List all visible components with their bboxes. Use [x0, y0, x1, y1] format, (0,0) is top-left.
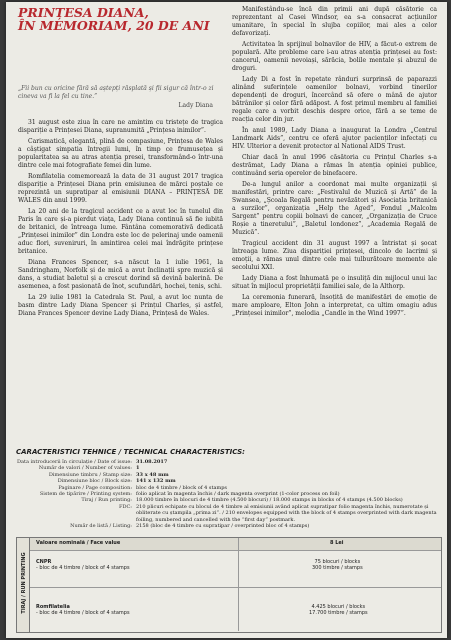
tech-label: Data introducerii în circulație / Date of issue: [17, 459, 132, 465]
run-printing-table [16, 537, 442, 633]
tech-value: 141 x 132 mm [136, 478, 176, 485]
tech-value: folio aplicat în magenta închis / dark magenta overprint (1-color process on foil) [136, 491, 340, 498]
tech-label: Sistem de tipărire / Printing system: [39, 491, 132, 498]
row-name: Romfilatelia [36, 604, 70, 610]
tech-label: Dimensiune timbru / Stamp size: [48, 471, 132, 478]
tech-label: Dimensiune bloc / Block size: [57, 478, 132, 485]
paragraph: Carismatică, elegantă, plină de compasiune, Prințesa de Wales a câștigat simpatia întregii lumi, în timp ce frumusețea și popularitatea sa au atras atenția presei, transformând-o într-una dintre cele mai fotografiate femei din lume. [18, 138, 223, 169]
tech-title: CARACTERISTICI TEHNICE / TECHNICAL CHARACTERISTICS: [16, 448, 245, 456]
row-value-blocks: 75 blocuri / blocks [314, 559, 361, 565]
paragraph: Lady Di a fost în repetate rânduri surprinsă de paparazzi alinând suferințele oamenilor bolnavi, vorbind tinerilor dependenți de droguri, încercând să ofere o mână de ajutor bătrânilor și celor fără adăpost. A fost primul membru al familiei regale care a vorbit deschis despre orice, fără a se teme de reacția celor din jur. [232, 76, 437, 123]
run-printing-side-label [17, 538, 30, 632]
tech-label: Tiraj / Run printing: [81, 497, 132, 504]
right-column [232, 6, 437, 321]
paragraph: Chiar dacă în anul 1996 căsătoria cu Prințul Charles s-a destrămat, Lady Diana a rămas în atenția opiniei publice, continuând seria operelor de binefacere. [232, 154, 437, 177]
paragraph: Diana Frances Spencer, s-a născut la 1 iulie 1961, la Sandringham, Norfolk și de mică a avut înclinații spre muzică și dans, a studiat baletul și a crescut dorind să devină balerină. De asemenea, a fost pasionată de înot, scufundări, hochei, tenis, schi. [18, 259, 223, 290]
stamp-leaflet-page [6, 2, 447, 638]
page-title: PRINȚESA DIANA, ÎN MEMORIAM, 20 DE ANI [18, 5, 210, 33]
row-label [36, 559, 130, 571]
table-row [30, 551, 441, 588]
tech-label: Paginare / Page composition: [58, 484, 132, 491]
paragraph: La ceremonia funerară, însoțită de manifestări de emoție de mare amploare, Elton John a interpretat, ca ultim omagiu adus „Prințesei inimilor”, melodia „Candle in the Wind 1997”. [232, 294, 437, 317]
tech-value: 31.08.2017 [136, 459, 168, 465]
column-divider [238, 551, 239, 587]
row-name: CNPR [36, 559, 52, 565]
paragraph: Activitatea în sprijinul bolnavilor de HIV, a făcut-o extrem de populară. Alte probleme care i-au atras atenția prințesei au fost: cancerul, oamenii nevoiași, sărăcia, bolile mentale și abuzul de droguri. [232, 41, 437, 72]
left-column [18, 6, 223, 321]
row-label [36, 604, 130, 616]
row-value-blocks: 4.425 blocuri / blocks [311, 604, 366, 610]
table-row [30, 588, 441, 631]
paragraph: Tragicul accident din 31 august 1997 a întristat și șocat întreaga lume. Ziua dispariției prințesei, dincolo de lacrimi și emoții, a rămas unul dintre cele mai tulburătoare momente ale secolului XXI. [232, 240, 437, 271]
row-value-stamps: 17.700 timbre / stamps [309, 610, 368, 616]
paragraph: Romfilatelia comemorează la data de 31 august 2017 tragica dispariție a Prințesei Diana prin emisiunea de mărci poștale ce reprezintă un supratipar al emisiunii DIANA – PRINȚESĂ DE WALES din anul 1999. [18, 173, 223, 204]
tech-row [14, 523, 439, 529]
header-face-value: Valoare nominală / Face value [36, 540, 121, 546]
header-value: 8 Lei [330, 540, 344, 546]
paragraph: La 29 iulie 1981 la Catedrala St. Paul, a avut loc nunta de basm dintre Lady Diana Spencer și Prințul Charles, și astfel, Diana Frances Spencer devine Lady Diana, Prințesă de Wales. [18, 294, 223, 317]
technical-characteristics [14, 448, 439, 529]
tech-value: bloc de 4 timbre / block of 4 stamps [136, 484, 227, 491]
paragraph: De-a lungul anilor a coordonat mai multe organizații și manifestări, printre care: „Festivalul de Muzică și Artă” de la Swansea, „Școala Regală pentru nevăzători și Asociația britanică a surzilor”, organizația „Help the Aged”, Fondul „Malcolm Sargent” pentru copiii bolnavi de cancer, „Organizația de Cruce Roșie a tineretului”, „Baletul londonez”, „Academia Regală de Muzică”. [232, 181, 437, 236]
paragraph: La 20 ani de la tragicul accident ce a avut loc în tunelul din Paris în care și-a pierdut viața, Lady Diana continuă să fie iubită de britanici, de întreaga lume. Fântâna comemorativă dedicată „Prințesei inimilor” din Londra este loc de pelerinaj unde oamenii aduc flori, suveniruri, în amintirea celei mai îndrăgite prințese britanice. [18, 208, 223, 255]
paragraph: 31 august este ziua în care ne amintim cu tristețe de tragica dispariție a Prințesei Diana, supranumită „Prințesa inimilor”. [18, 119, 223, 134]
column-divider [238, 538, 239, 550]
tech-value: 1 [136, 465, 140, 472]
tech-label: Număr de listă / Listing: [70, 523, 132, 530]
side-label-text: TIRAJ / RUN PRINTING [21, 552, 27, 614]
row-values [309, 604, 368, 616]
row-sub: - bloc de 4 timbre / block of 4 stamps [36, 565, 130, 571]
tech-value: 2158 (bloc de 4 timbre cu supratipar / overprinted bloc of 4 stamps) [136, 523, 310, 530]
row-value-stamps: 300 timbre / stamps [312, 565, 363, 571]
row-sub: - bloc de 4 timbre / block of 4 stamps [36, 610, 130, 616]
paragraph: Lady Diana a fost înhumată pe o insuliță din mijlocul unui lac situat în mijlocul proprietății familiei sale, de la Althorp. [232, 275, 437, 290]
table-header-row [30, 538, 441, 551]
tech-label: FDC: [119, 503, 132, 510]
tech-value: 33 x 48 mm [136, 471, 169, 478]
row-values [312, 559, 363, 571]
quote-author: Lady Diana [178, 102, 213, 109]
tech-value: 210 plicuri echipate cu blocul de 4 timbre al emisiunii având aplicat supratipar folio magenta închis, numerotate și obliterate cu ștampila „prima zi”. / 210 envelopes equipped with the block of 4 stamps overprinted with dark magenta foiling, numbered and cancelled with the “first day” postmark. [136, 503, 437, 523]
paragraph: Manifestându-se încă din primii ani după căsătorie ca reprezentant al Casei Windsor, ea s-a consacrat acțiunilor umanitare, în special în slujba copiilor, mai ales a celor defavorizați. [232, 6, 437, 37]
tech-label: Număr de valori / Number of values: [38, 465, 132, 472]
tech-value: 18.000 timbre în blocuri de 4 timbre (4.500 blocuri) / 18.000 stamps in blocks of 4 stamps (4.500 blocks) [136, 497, 403, 504]
tech-row [14, 504, 439, 523]
column-divider [238, 588, 239, 631]
paragraph: În anul 1989, Lady Diana a inaugurat la Londra „Centrul Landmark Aids”, centru ce oferă ajutor pacienților infectați cu HIV. Ulterior a devenit protector al National AIDS Trust. [232, 127, 437, 150]
quote: „Fii bun cu oricine fără să aștepți răsplată și fii sigur că într-o zi cineva va fi la fel cu tine.” [18, 85, 214, 100]
left-paragraphs [18, 119, 223, 318]
